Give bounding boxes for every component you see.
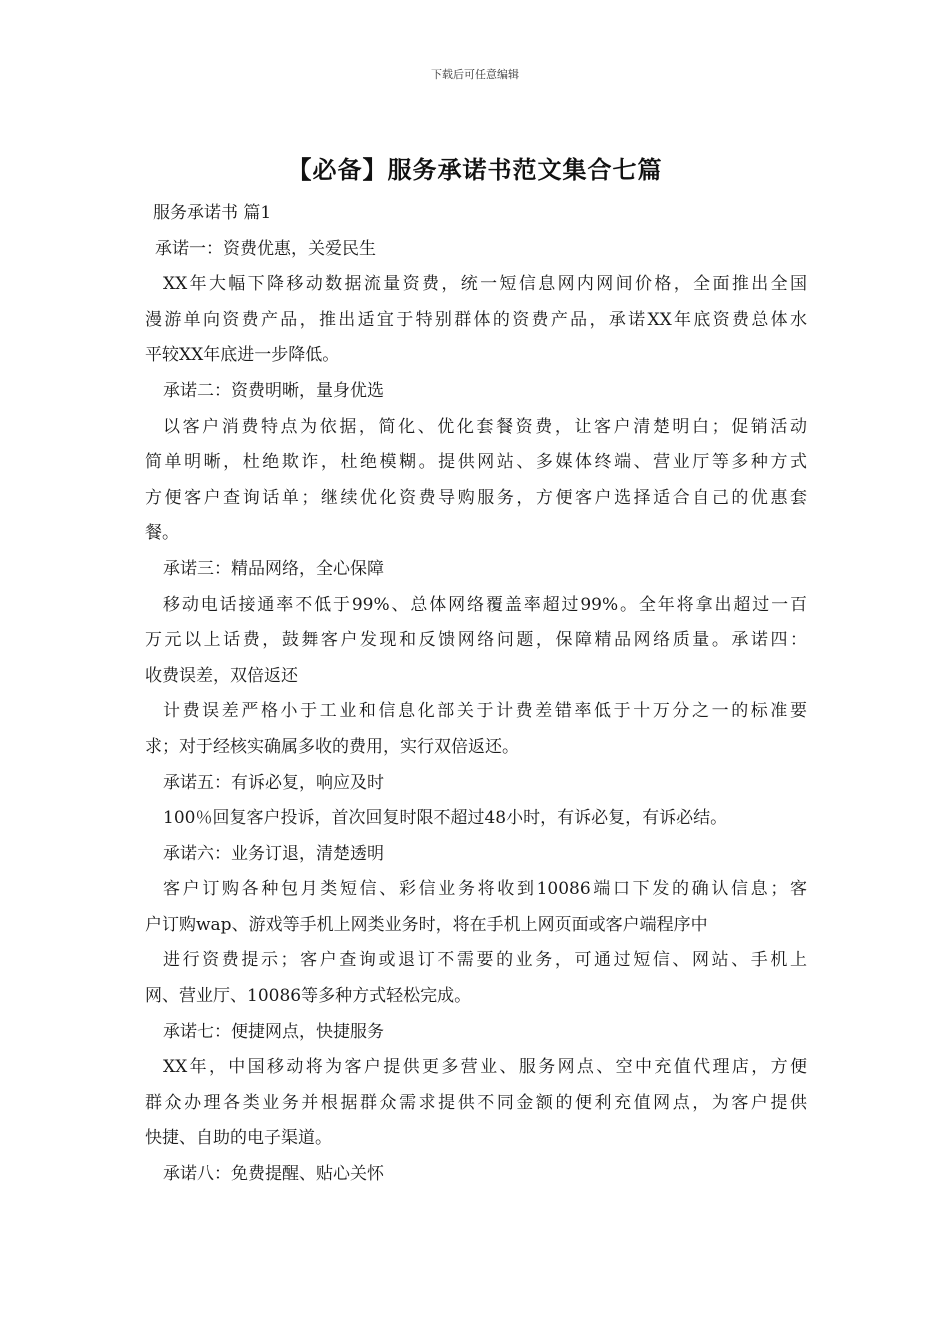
- paragraph-line: 进行资费提示；客户查询或退订不需要的业务，可通过短信、网站、手机上: [163, 950, 807, 971]
- paragraph-line: 计费误差严格小于工业和信息化部关于计费差错率低于十万分之一的标准要: [163, 701, 807, 722]
- paragraph-line: 平较XX年底进一步降低。: [145, 345, 340, 366]
- paragraph-line: 万元以上话费，鼓舞客户发现和反馈网络问题，保障精品网络质量。承诺四：: [145, 630, 807, 651]
- paragraph-line: 以客户消费特点为依据，简化、优化套餐资费，让客户清楚明白；促销活动: [163, 416, 807, 437]
- paragraph-line: 100％回复客户投诉，首次回复时限不超过48小时，有诉必复，有诉必结。: [163, 808, 728, 829]
- paragraph-line: 服务承诺书 篇1: [153, 203, 272, 223]
- paragraph-line: 承诺七：便捷网点，快捷服务: [163, 1021, 384, 1042]
- document-body: [145, 196, 807, 1193]
- paragraph-line: 户订购wap、游戏等手机上网类业务时，将在手机上网页面或客户端程序中: [145, 914, 708, 935]
- paragraph-line: 求；对于经核实确属多收的费用，实行双倍返还。: [145, 736, 519, 757]
- paragraph-line: XX年，中国移动将为客户提供更多营业、服务网点、空中充值代理店，方便: [163, 1057, 807, 1078]
- paragraph-line: 餐。: [145, 523, 179, 544]
- paragraph-line: 承诺二：资费明晰，量身优选: [163, 380, 384, 401]
- paragraph-line: XX年大幅下降移动数据流量资费，统一短信息网内网间价格，全面推出全国: [163, 274, 807, 295]
- paragraph-line: 客户订购各种包月类短信、彩信业务将收到10086端口下发的确认信息；客: [163, 879, 807, 900]
- paragraph-line: 方便客户查询话单；继续优化资费导购服务，方便客户选择适合自己的优惠套: [145, 487, 807, 508]
- paragraph-line: 群众办理各类业务并根据群众需求提供不同金额的便利充值网点，为客户提供: [145, 1092, 807, 1113]
- paragraph-line: 收费误差，双倍返还: [145, 665, 298, 686]
- paragraph-line: 移动电话接通率不低于99%、总体网络覆盖率超过99%。全年将拿出超过一百: [163, 594, 807, 615]
- paragraph-line: 漫游单向资费产品，推出适宜于特别群体的资费产品，承诺XX年底资费总体水: [145, 309, 807, 330]
- document-title: 【必备】服务承诺书范文集合七篇: [287, 155, 663, 184]
- paragraph-line: 承诺六：业务订退，清楚透明: [163, 843, 384, 864]
- paragraph-line: 承诺三：精品网络，全心保障: [163, 558, 384, 579]
- paragraph-line: 承诺五：有诉必复，响应及时: [163, 772, 384, 793]
- page-header-note: 下载后可任意编辑: [431, 68, 519, 81]
- paragraph-line: 快捷、自助的电子渠道。: [145, 1128, 332, 1149]
- paragraph-line: 承诺一：资费优惠，关爱民生: [155, 238, 376, 259]
- paragraph-line: 简单明晰，杜绝欺诈，杜绝模糊。提供网站、多媒体终端、营业厅等多种方式: [145, 452, 807, 473]
- paragraph-line: 网、营业厅、10086等多种方式轻松完成。: [145, 986, 472, 1007]
- paragraph-line: 承诺八：免费提醒、贴心关怀: [163, 1164, 384, 1185]
